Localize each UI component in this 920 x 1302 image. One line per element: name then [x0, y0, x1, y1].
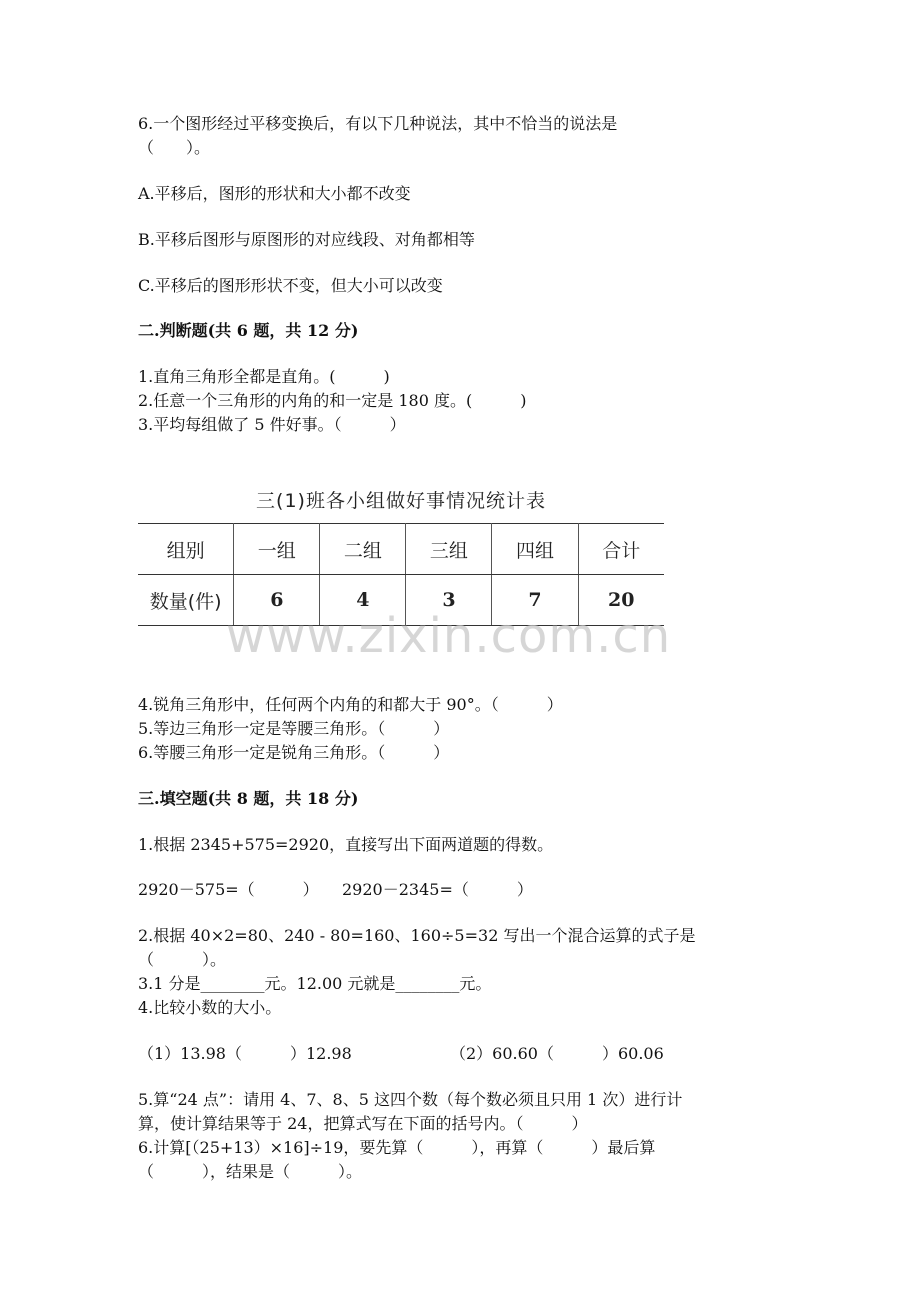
fill-3: 3.1 分是________元。12.00 元就是________元。: [138, 974, 492, 993]
fill-4: 4.比较小数的大小。: [138, 998, 282, 1017]
row-label-cell: 数量(件): [138, 575, 234, 626]
option-a: A.平移后，图形的形状和大小都不改变: [138, 184, 411, 203]
header-cell: 一组: [234, 524, 320, 575]
question-6: 6.一个图形经过平移变换后，有以下几种说法，其中不恰当的说法是: [138, 114, 618, 133]
header-cell: 合计: [578, 524, 664, 575]
value-cell: 7: [492, 575, 578, 626]
fill-1: 1.根据 2345+575=2920，直接写出下面两道题的得数。: [138, 835, 554, 854]
table-header-row: [138, 524, 664, 575]
fill-5: 5.算“24 点”：请用 4、7、8、5 这四个数（每个数必须且只用 1 次）进行计: [138, 1090, 683, 1109]
fill-2-blank: （ ）。: [138, 950, 227, 969]
judge-3: 3.平均每组做了 5 件好事。（ ）: [138, 415, 406, 434]
fill-4a: （1）13.98（ ）12.98: [138, 1044, 352, 1063]
section-3-heading: 三.填空题(共 8 题，共 18 分): [138, 789, 359, 808]
fill-6: 6.计算[（25+13）×16]÷19，要先算（ ），再算（ ）最后算: [138, 1138, 656, 1157]
judge-4: 4.锐角三角形中，任何两个内角的和都大于 90°。（ ）: [138, 695, 563, 714]
fill-6-cont: （ ），结果是（ ）。: [138, 1162, 363, 1181]
header-cell: 三组: [406, 524, 492, 575]
header-cell: 二组: [320, 524, 406, 575]
fill-1b: 2920－2345=（ ）: [342, 880, 533, 899]
fill-5-cont: 算，使计算结果等于 24，把算式写在下面的括号内。（ ）: [138, 1114, 588, 1133]
option-c: C.平移后的图形形状不变，但大小可以改变: [138, 276, 443, 295]
question-6-blank: （ ）。: [138, 138, 211, 157]
header-cell: 四组: [492, 524, 578, 575]
watermark: www.zixin.com.cn: [226, 608, 672, 664]
option-b: B.平移后图形与原图形的对应线段、对角都相等: [138, 230, 475, 249]
judge-1: 1.直角三角形全都是直角。( ): [138, 367, 390, 386]
fill-4b: （2）60.60（ ）60.06: [450, 1044, 664, 1063]
table-title: 三(1)班各小组做好事情况统计表: [256, 490, 546, 512]
value-cell: 6: [234, 575, 320, 626]
value-cell: 3: [406, 575, 492, 626]
judge-5: 5.等边三角形一定是等腰三角形。（ ）: [138, 719, 450, 738]
value-cell: 20: [578, 575, 664, 626]
header-cell: 组别: [138, 524, 234, 575]
fill-2: 2.根据 40×2=80、240 - 80=160、160÷5=32 写出一个混合运算的式子是: [138, 926, 696, 945]
fill-1a: 2920－575=（ ）: [138, 880, 319, 899]
section-2-heading: 二.判断题(共 6 题，共 12 分): [138, 321, 359, 340]
stats-table-figure: [138, 478, 664, 628]
judge-6: 6.等腰三角形一定是锐角三角形。（ ）: [138, 743, 450, 762]
judge-2: 2.任意一个三角形的内角的和一定是 180 度。( ): [138, 391, 527, 410]
value-cell: 4: [320, 575, 406, 626]
